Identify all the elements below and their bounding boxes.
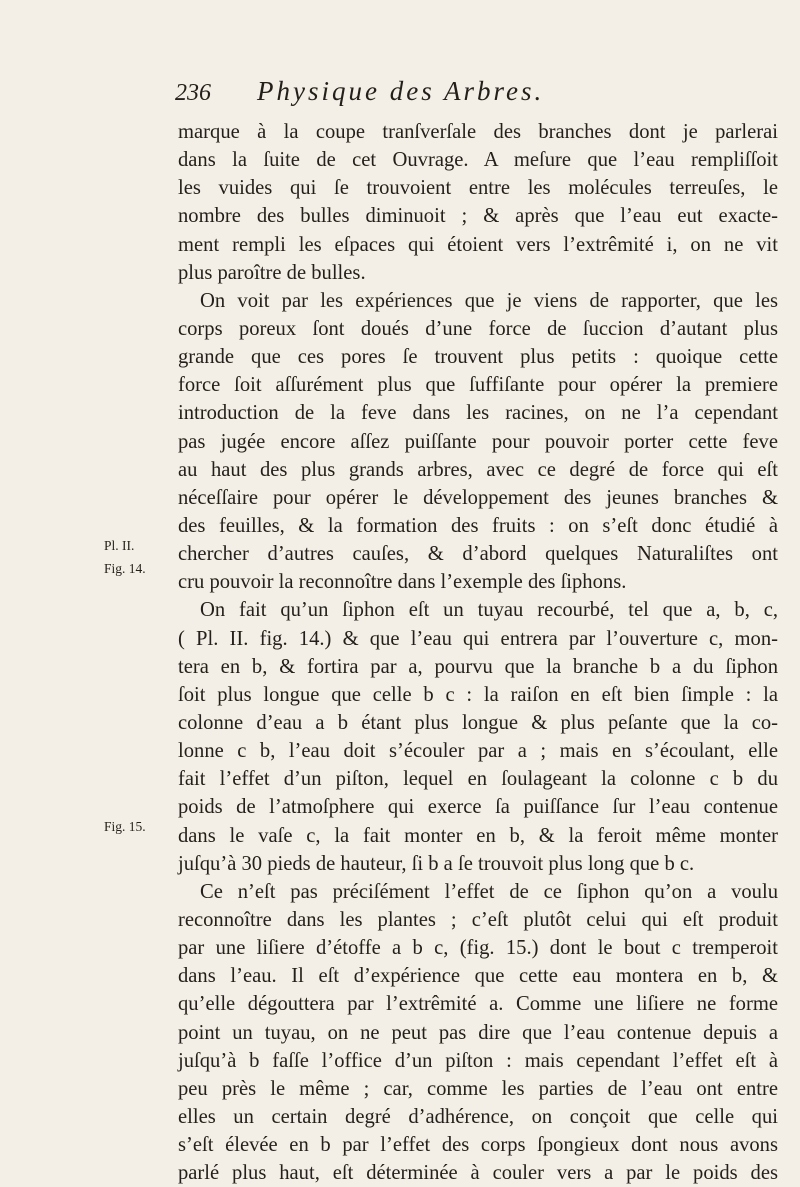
text-line: plus paroître de bulles.	[178, 261, 366, 284]
text-line: pas jugée encore aſſez puiſſante pour pouvoir porter cette feve	[178, 430, 778, 453]
text-line: s’eſt élevée en b par l’effet des corps ſpongieux dont nous avons	[178, 1134, 778, 1157]
text-line: peu près le même ; car, comme les parties de l’eau ont entre	[178, 1077, 778, 1100]
page-header	[175, 76, 645, 112]
text-line: juſqu’à 30 pieds de hauteur, ſi b a ſe trouvoit plus long que b c.	[178, 852, 695, 875]
text-line: colonne d’eau a b étant plus longue & plus peſante que la co-	[178, 711, 778, 734]
text-line: Ce n’eſt pas préciſément l’effet de ce ſiphon qu’on a voulu	[200, 880, 778, 903]
margin-note-figure-14: Fig. 14.	[104, 561, 146, 576]
page-number: 236	[175, 80, 211, 106]
text-line: au haut des plus grands arbres, avec ce degré de force qui eſt	[178, 458, 778, 481]
text-line: les vuides qui ſe trouvoient entre les molécules terreuſes, le	[178, 177, 778, 200]
text-line: dans la ſuite de cet Ouvrage. A meſure que l’eau rempliſſoit	[178, 149, 778, 172]
text-line: des feuilles, & la formation des fruits : on s’eſt donc étudié à	[178, 514, 778, 537]
text-line: fait l’effet d’un piſton, lequel en ſoulageant la colonne c b du	[178, 768, 778, 791]
text-line: dans le vaſe c, la fait monter en b, & la feroit même monter	[178, 824, 778, 847]
text-line: néceſſaire pour opérer le développement des jeunes branches &	[178, 486, 778, 509]
text-line: corps poreux ſont doués d’une force de ſuccion d’autant plus	[178, 317, 778, 340]
text-line: lonne c b, l’eau doit s’écouler par a ; mais en s’écoulant, elle	[178, 740, 778, 763]
text-line: On fait qu’un ſiphon eſt un tuyau recourbé, tel que a, b, c,	[200, 599, 778, 622]
text-line: ( Pl. II. fig. 14.) & que l’eau qui entrera par l’ouverture c, mon-	[178, 627, 778, 650]
text-line: qu’elle dégouttera par l’extrêmité a. Comme une liſiere ne forme	[178, 993, 778, 1016]
body-text	[178, 118, 778, 1187]
text-line: ſoit plus longue que celle b c : la raiſon en eſt bien ſimple : la	[178, 683, 778, 706]
text-line: dans l’eau. Il eſt d’expérience que cette eau montera en b, &	[178, 965, 778, 988]
text-line: tera en b, & fortira par a, pourvu que la branche b a du ſiphon	[178, 655, 778, 678]
text-line: introduction de la feve dans les racines, on ne l’a cependant	[178, 402, 778, 425]
running-title: Physique des Arbres.	[257, 76, 545, 106]
margin-note-figure-15: Fig. 15.	[104, 819, 146, 834]
margin-note-plate: Pl. II.	[104, 538, 135, 553]
text-line: poids de l’atmoſphere qui exerce ſa puiſſance ſur l’eau contenue	[178, 796, 778, 819]
text-line: ment rempli les eſpaces qui étoient vers l’extrêmité i, on ne vit	[178, 233, 778, 256]
text-line: nombre des bulles diminuoit ; & après que l’eau eut exacte-	[178, 205, 778, 228]
text-line: marque à la coupe tranſverſale des branches dont je parlerai	[178, 121, 778, 143]
text-line: grande que ces pores ſe trouvent plus petits : quoique cette	[178, 346, 778, 369]
text-line: elles un certain degré d’adhérence, on conçoit que celle qui	[178, 1105, 778, 1128]
text-line: reconnoître dans les plantes ; c’eſt plutôt celui qui eſt produit	[178, 908, 778, 931]
text-line: point un tuyau, on ne peut pas dire que l’eau contenue depuis a	[178, 1021, 778, 1044]
text-line: force ſoit aſſurément plus que ſuffiſante pour opérer la premiere	[178, 374, 778, 397]
text-line: par une liſiere d’étoffe a b c, (fig. 15.) dont le bout c tremperoit	[178, 937, 778, 960]
text-line: On voit par les expériences que je viens de rapporter, que les	[200, 289, 778, 312]
text-line: juſqu’à b faſſe l’office d’un piſton : mais cependant l’effet eſt à	[178, 1049, 778, 1072]
text-line: chercher d’autres cauſes, & d’abord quelques Naturaliſtes ont	[178, 543, 778, 566]
text-line: cru pouvoir la reconnoître dans l’exemple des ſiphons.	[178, 571, 627, 594]
text-line: parlé plus haut, eſt déterminée à couler vers a par le poids des	[178, 1162, 778, 1185]
